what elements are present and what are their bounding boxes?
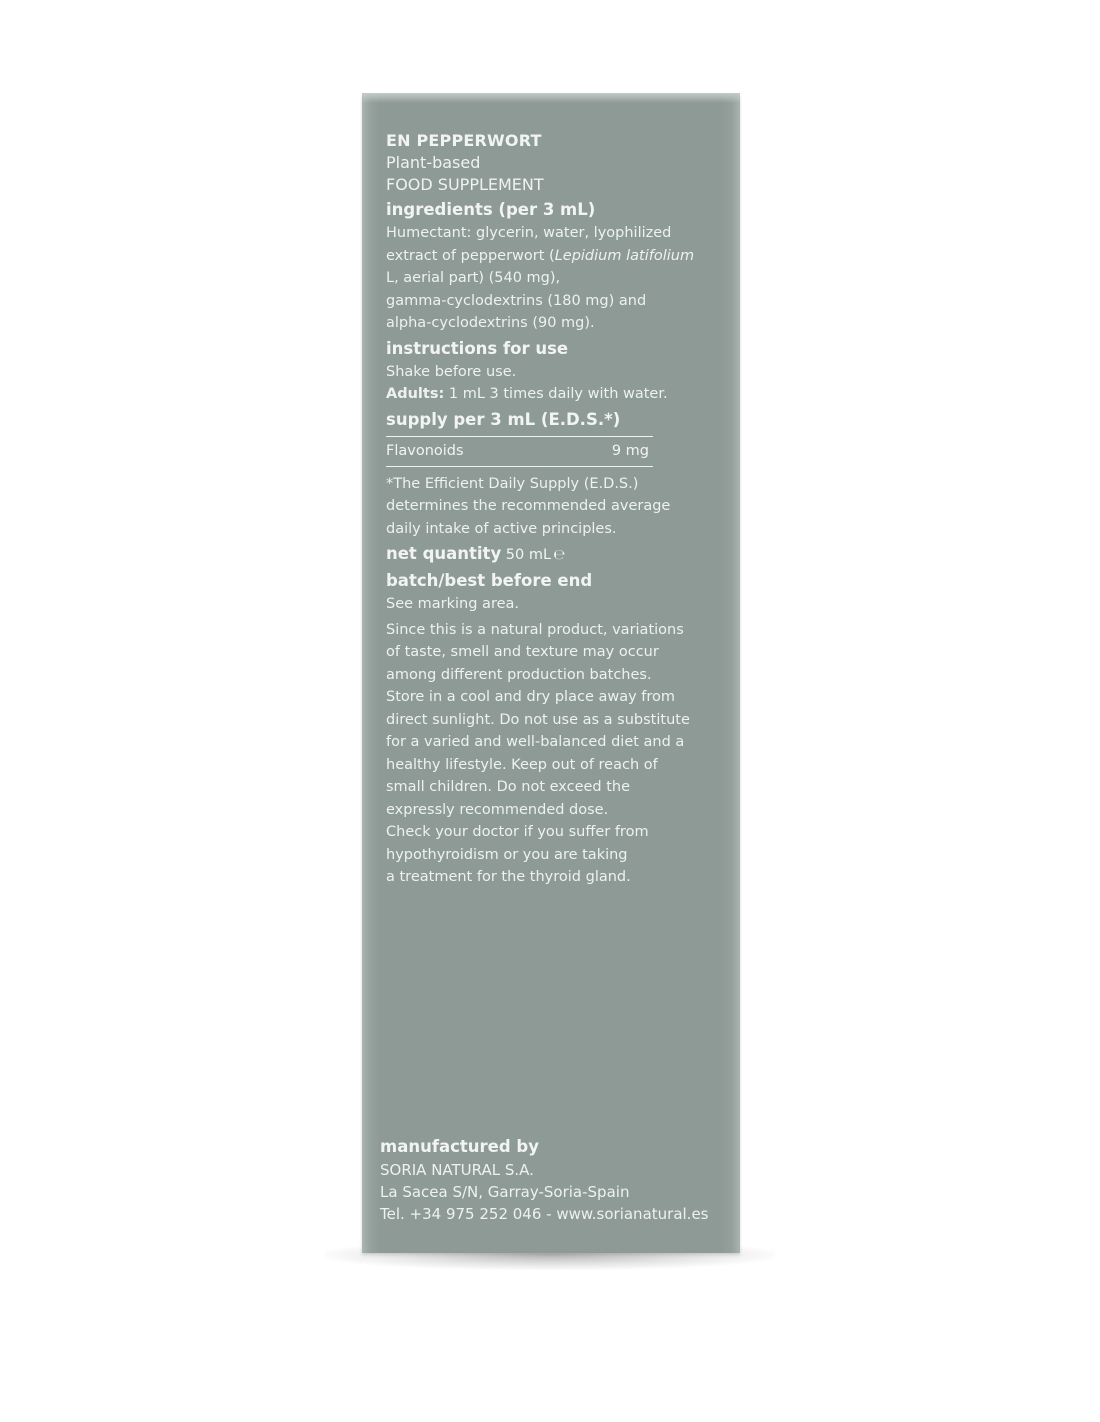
adults-label: Adults: — [386, 386, 445, 402]
language-title: EN PEPPERWORT — [386, 131, 542, 150]
warnings-block — [386, 619, 726, 889]
net-quantity-value: 50 mL — [501, 547, 552, 563]
label-content — [386, 129, 726, 889]
subtitle-food-supplement: FOOD SUPPLEMENT — [386, 175, 544, 194]
warning-line: hypothyroidism or you are taking — [386, 846, 628, 863]
eds-note — [386, 473, 726, 541]
ingredients-line: L, aerial part) (540 mg), — [386, 270, 561, 286]
batch-heading: batch/best before end — [386, 571, 593, 590]
subtitle-plant-based: Plant-based — [386, 153, 481, 172]
manufacturer-address: La Sacea S/N, Garray-Soria-Spain — [380, 1183, 630, 1201]
warning-line: Check your doctor if you suffer from — [386, 824, 649, 840]
warning-line: of taste, smell and texture may occur — [386, 644, 659, 660]
warning-line: among different production batches. — [386, 666, 652, 683]
supply-nutrient-value: 9 mg — [611, 442, 649, 459]
warning-line: small children. Do not exceed the — [386, 779, 631, 795]
warning-line: expressly recommended dose. — [386, 801, 609, 818]
net-quantity — [386, 542, 726, 567]
warning-line: direct sunlight. Do not use as a substitute — [386, 711, 690, 728]
net-quantity-label: net quantity — [386, 544, 502, 563]
batch-text: See marking area. — [386, 596, 519, 612]
manufacturer-heading: manufactured by — [380, 1137, 539, 1156]
manufacturer-contact: Tel. +34 975 252 046 - www.sorianatural.es — [380, 1205, 709, 1223]
manufacturer-company: SORIA NATURAL S.A. — [380, 1161, 534, 1179]
warning-line: healthy lifestyle. Keep out of reach of — [386, 756, 658, 773]
adults-text: 1 mL 3 times daily with water. — [444, 386, 668, 402]
ingredients-heading: ingredients (per 3 mL) — [386, 200, 596, 219]
warning-line: Store in a cool and dry place away from — [386, 689, 676, 705]
instructions-heading: instructions for use — [386, 338, 569, 358]
eds-note-line: *The Efficient Daily Supply (E.D.S.) — [386, 475, 639, 492]
ingredients-line: alpha-cyclodextrins (90 mg). — [386, 315, 595, 331]
eds-note-line: determines the recommended average — [386, 498, 671, 514]
latin-name: Lepidium latifolium — [554, 247, 695, 264]
ingredients-line — [386, 245, 726, 268]
estimated-sign-icon: ℮ — [553, 547, 566, 563]
ingredients-line: gamma-cyclodextrins (180 mg) and — [386, 292, 647, 309]
product-box-side-panel — [362, 93, 740, 1253]
manufacturer-block — [380, 1135, 708, 1225]
eds-note-line: daily intake of active principles. — [386, 520, 617, 537]
supply-heading: supply per 3 mL (E.D.S.*) — [386, 409, 621, 429]
ingredients-text: extract of pepperwort ( — [386, 247, 555, 264]
instructions-line: Shake before use. — [386, 363, 517, 380]
warning-line: Since this is a natural product, variations — [386, 621, 684, 638]
instructions-adults — [386, 383, 726, 406]
ingredients-line: Humectant: glycerin, water, lyophilized — [386, 225, 672, 241]
warning-line: for a varied and well-balanced diet and a — [386, 734, 685, 750]
supply-nutrient-name: Flavonoids — [386, 442, 464, 459]
supply-table-row — [386, 436, 653, 467]
warning-line: a treatment for the thyroid gland. — [386, 869, 631, 885]
